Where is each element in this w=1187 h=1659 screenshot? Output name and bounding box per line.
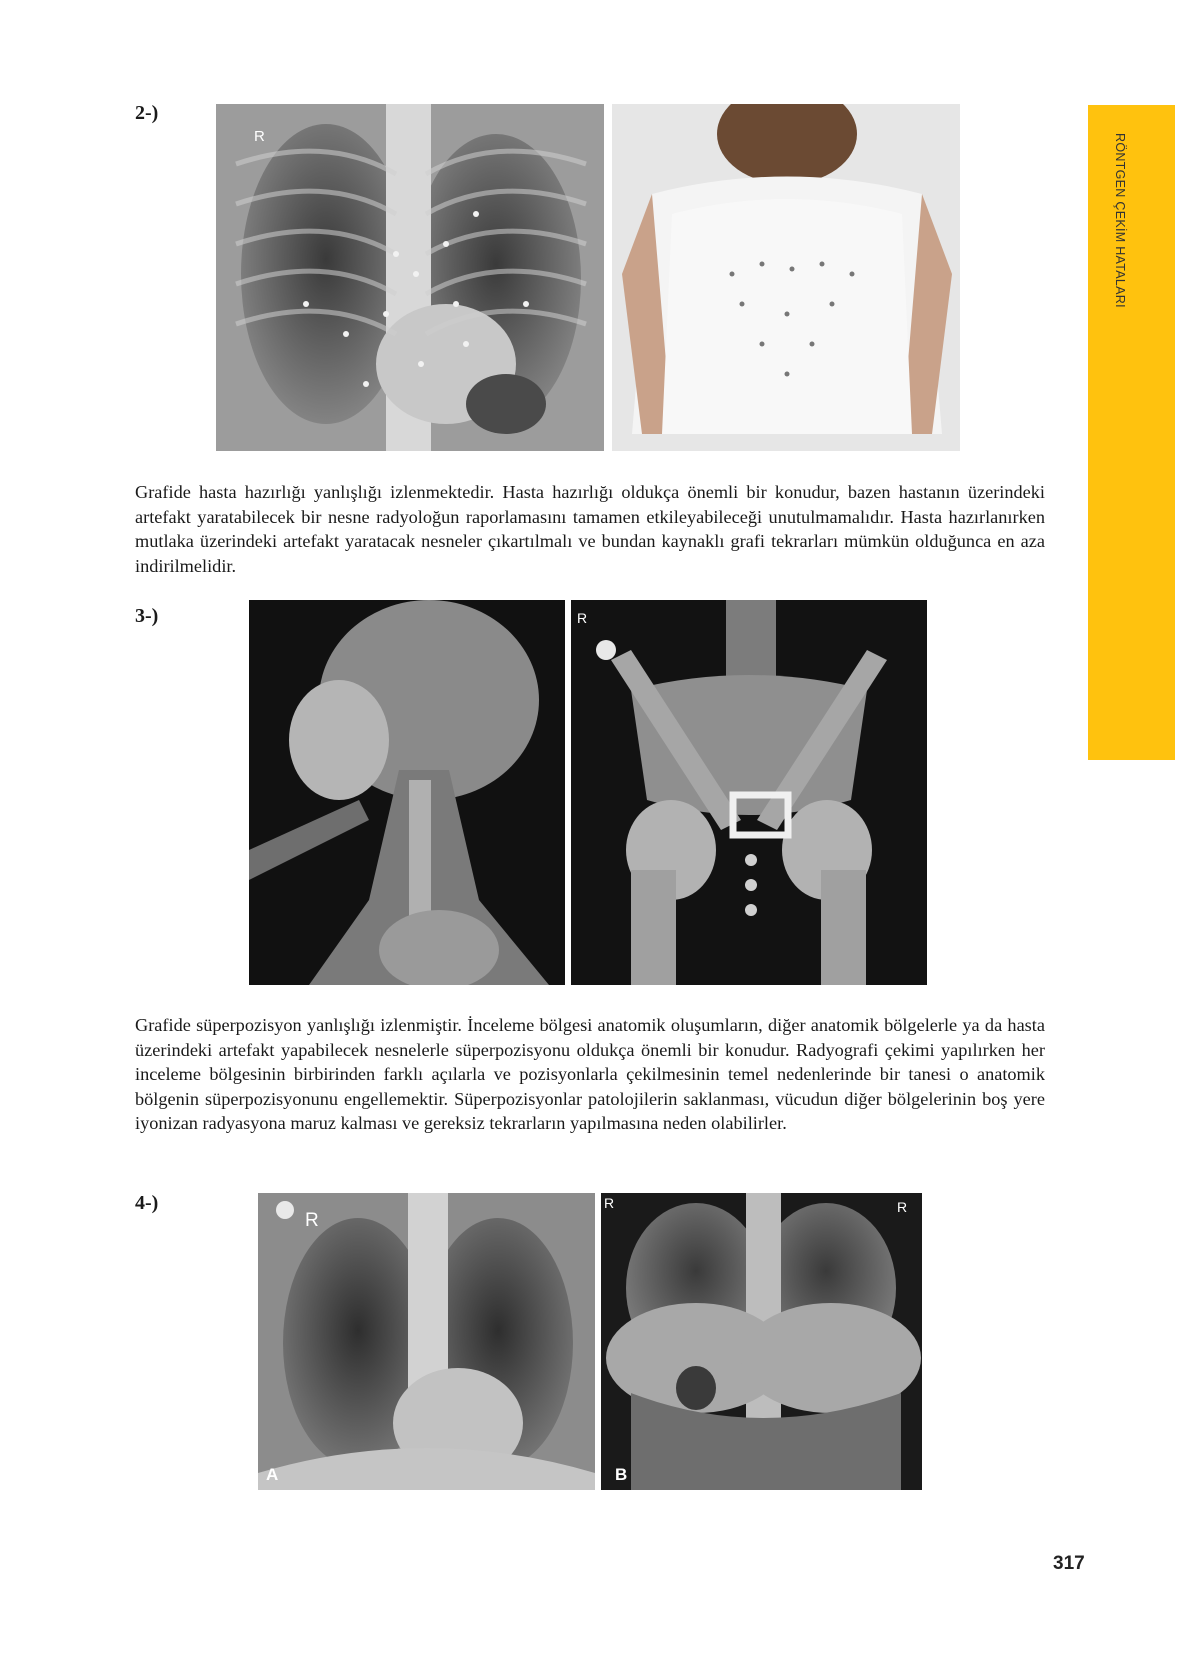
chest-a-r-marker: R [305,1210,319,1231]
pelvis-r-marker: R [577,610,588,626]
section-label-4: 4-) [135,1192,159,1214]
chest-b-r-marker-right: R [897,1199,908,1215]
panel-b-label: B [615,1465,628,1484]
pelvis-xray-image [571,600,927,985]
chapter-side-tab [1088,105,1175,760]
panel-a-label: A [266,1465,279,1484]
paragraph-patient-preparation: Grafide hasta hazırlığı yanlışlığı izlenmektedir. Hasta hazırlığı oldukça önemli bir konudur, bazen hastanın üzerindeki artefakt yaratabilecek bir nesne radyoloğun raporlamasını tamamen etkileyabileceği unutulmamalıdır. Hasta hazırlanırken mutlaka üzerindeki artefakt yaratacak nesneler çıkartılmalı ve bundan kaynaklı grafi tekrarları mümkün olduğunca en aza indirilmelidir. [135,482,1045,576]
chest-r-marker: R [254,128,265,145]
page-number: 317 [1053,1553,1085,1574]
lateral-neck-xray-image [249,600,565,985]
chest-b-r-marker-left: R [604,1195,615,1211]
chest-xray-artifact-image [216,104,604,451]
chest-xray-panel-a [258,1193,595,1490]
patient-back-photo [612,104,960,451]
section-label-2: 2-) [135,102,159,124]
section-label-3: 3-) [135,605,159,627]
paragraph-superposition: Grafide süperpozisyon yanlışlığı izlenmiştir. İnceleme bölgesi anatomik oluşumların, diğer anatomik bölgelerle ya da hasta üzerindeki artefakt yapabilecek nesnelerle süperpozisyonu oldukça önemli bir konudur. Radyografi çekimi yapılırken her inceleme bölgesinin birbirinden farklı açılarla ve pozisyonlarla çekilmesinin temel nedenlerinde bir tanesi o anatomik bölgenin süperpozisyonunu engellemektir. Süperpozisyonlar patolojilerin saklanması, vücudun diğer bölgelerinin boş yere iyonizan radyasyona maruz kalması ve gereksiz tekrarların yapılmasına neden olabilirler. [135,1015,1045,1133]
chest-xray-panel-b [601,1193,922,1490]
chapter-side-tab-text: RÖNTGEN ÇEKİM HATALARI [1113,133,1127,308]
